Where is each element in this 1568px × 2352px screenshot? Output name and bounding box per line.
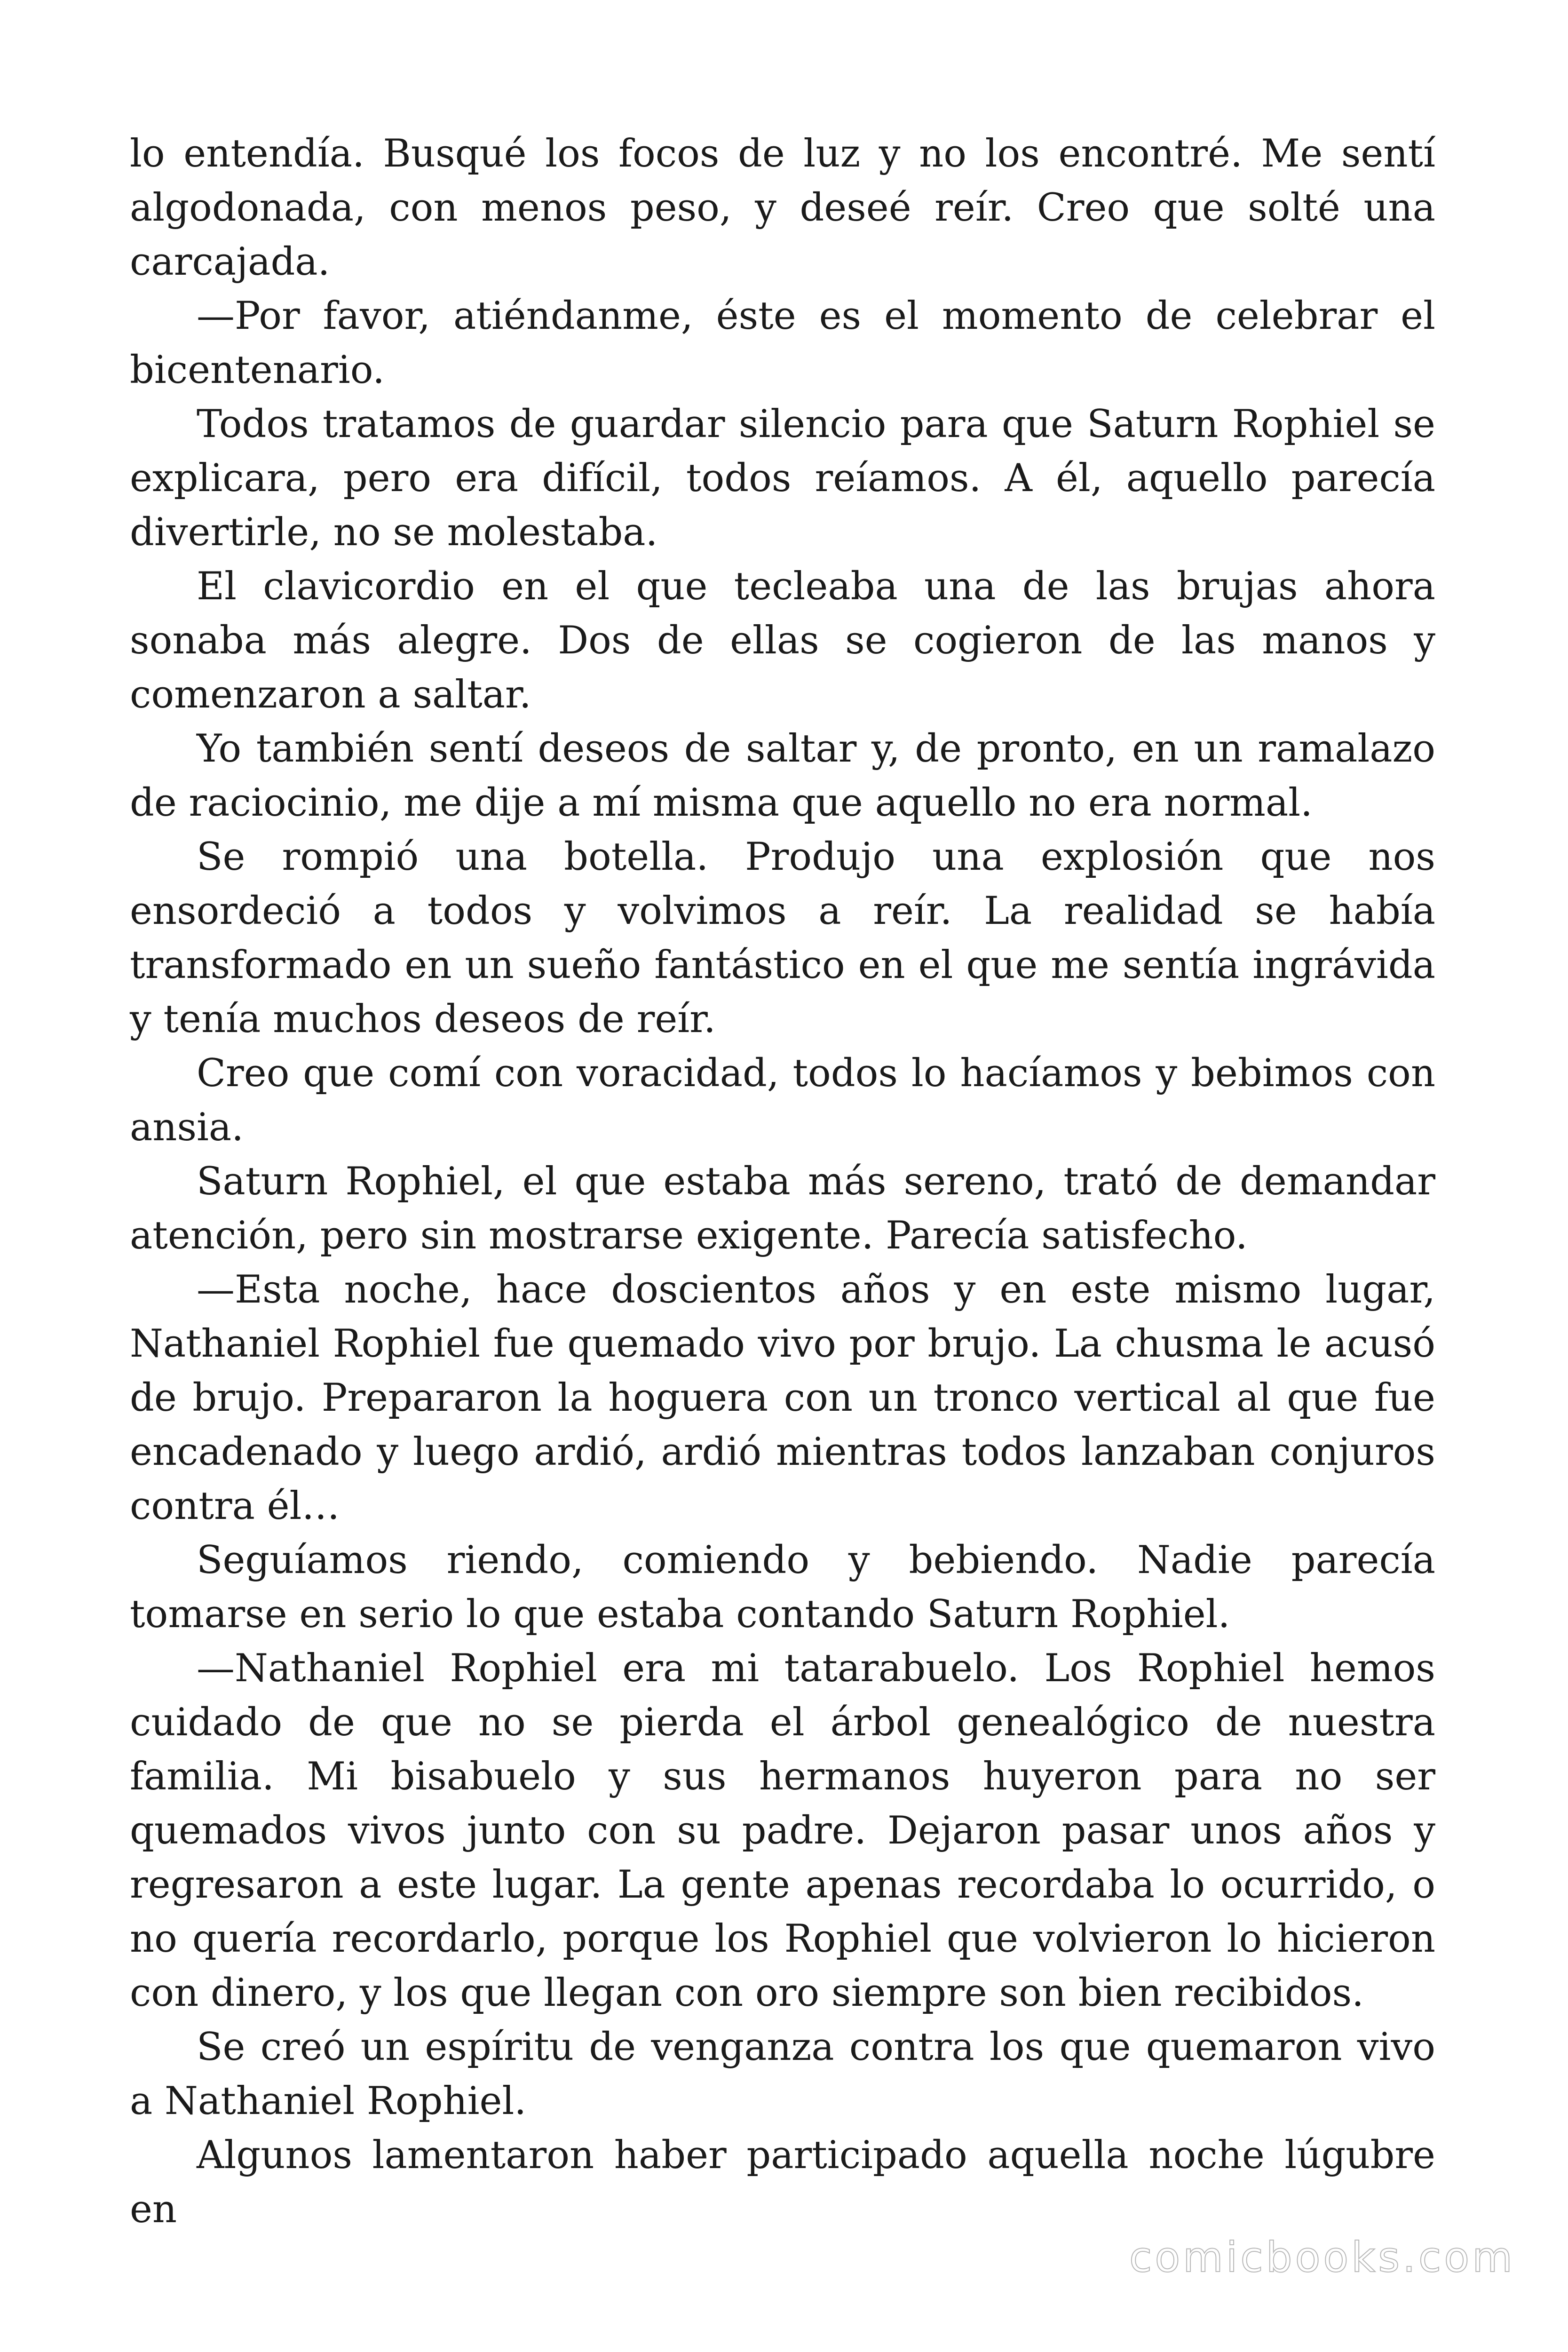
paragraph: lo entendía. Busqué los focos de luz y no los encontré. Me sentí algodonada, con menos peso, y deseé reír. Creo que solté una carcajada. <box>130 132 1435 284</box>
paragraph: —Nathaniel Rophiel era mi tatarabuelo. Los Rophiel hemos cuidado de que no se pierda el árbol genealógico de nuestra familia. Mi bisabuelo y sus hermanos huyeron para no ser quemados vivos junto con su padre. Dejaron pasar unos años y regresaron a este lugar. La gente apenas recordaba lo ocurrido, o no quería recordarlo, porque los Rophiel que volvieron lo hicieron con dinero, y los que llegan con oro siempre son bien recibidos. <box>130 1646 1435 2015</box>
paragraph: Todos tratamos de guardar silencio para que Saturn Rophiel se explicara, pero era difícil, todos reíamos. A él, aquello parecía divertirle, no se molestaba. <box>130 402 1435 555</box>
paragraph: —Por favor, atiéndanme, éste es el momento de celebrar el bicentenario. <box>130 294 1435 392</box>
paragraph: El clavicordio en el que tecleaba una de las brujas ahora sonaba más alegre. Dos de ellas se cogieron de las manos y comenzaron a saltar. <box>130 564 1435 717</box>
paragraph: Seguíamos riendo, comiendo y bebiendo. Nadie parecía tomarse en serio lo que estaba contando Saturn Rophiel. <box>130 1538 1435 1637</box>
paragraph: —Esta noche, hace doscientos años y en este mismo lugar, Nathaniel Rophiel fue quemado vivo por brujo. La chusma le acusó de brujo. Prepararon la hoguera con un tronco vertical al que fue encadenado y luego ardió, ardió mientras todos lanzaban conjuros contra él… <box>130 1268 1435 1528</box>
paragraph: Saturn Rophiel, el que estaba más sereno, trató de demandar atención, pero sin mostrarse exigente. Parecía satisfecho. <box>130 1160 1435 1258</box>
watermark: comicbooks.com <box>1129 2233 1515 2281</box>
paragraph: Yo también sentí deseos de saltar y, de pronto, en un ramalazo de raciocinio, me dije a mí misma que aquello no era normal. <box>130 727 1435 825</box>
paragraph: Algunos lamentaron haber participado aquella noche lúgubre en <box>130 2133 1435 2232</box>
paragraph: Se rompió una botella. Produjo una explosión que nos ensordeció a todos y volvimos a reír. La realidad se había transformado en un sueño fantástico en el que me sentía ingrávida y tenía muchos deseos de reír. <box>130 835 1435 1041</box>
page-body <box>130 127 1435 2237</box>
paragraph: Creo que comí con voracidad, todos lo hacíamos y bebimos con ansia. <box>130 1051 1435 1150</box>
paragraph: Se creó un espíritu de venganza contra los que quemaron vivo a Nathaniel Rophiel. <box>130 2025 1435 2123</box>
